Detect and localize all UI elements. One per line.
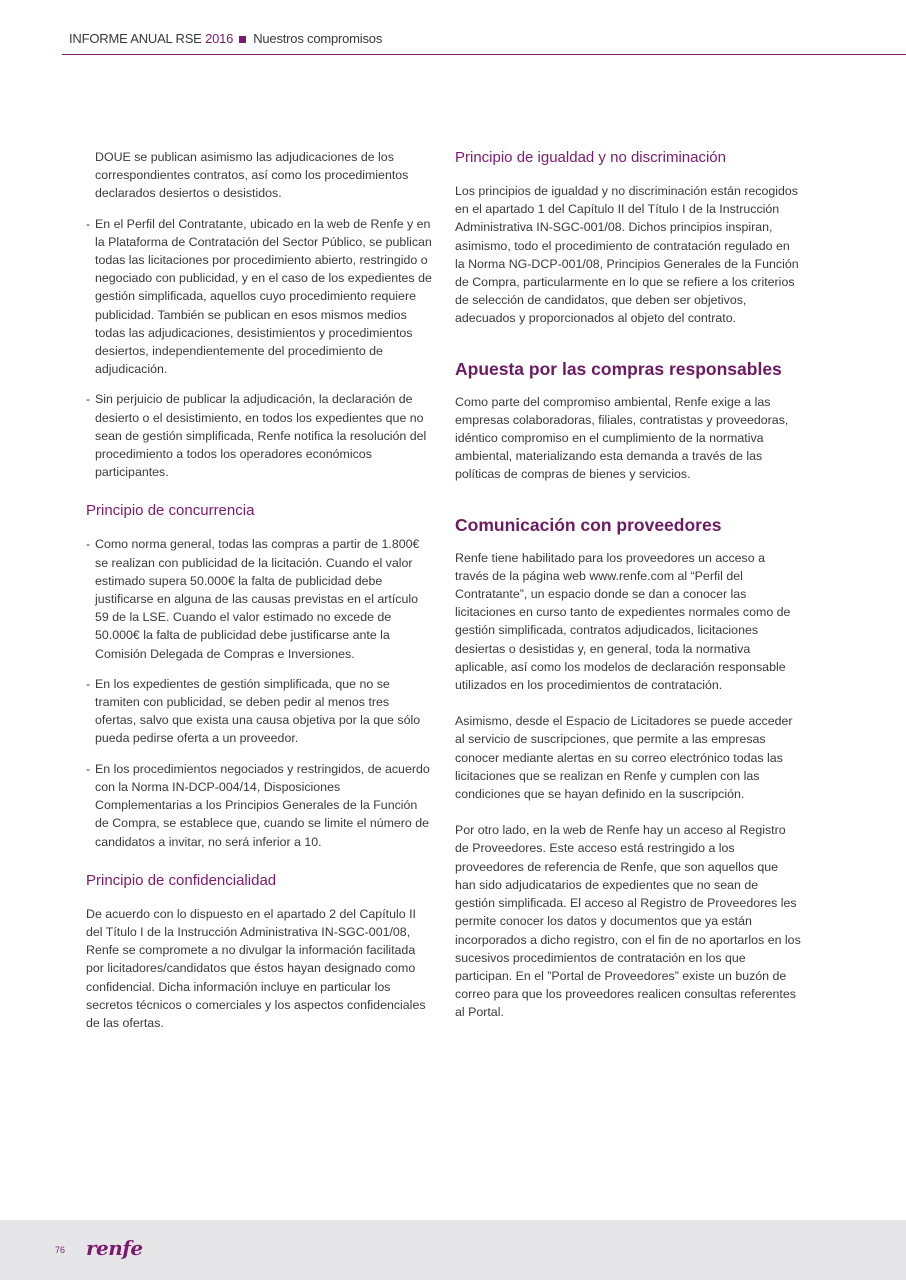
renfe-logo: renfe (86, 1236, 143, 1260)
confidencialidad-paragraph: De acuerdo con lo dispuesto en el apartado 2 del Capítulo II del Título I de la Instrucción Administrativa IN-SGC-001/08, Renfe se compromete a no divulgar la información facilitada por licitadores/candidatos que éstos hayan designado como confidencial. Dicha información incluye en particular los secretos técnicos o comerciales y los aspectos confidenciales de las ofertas. (86, 906, 426, 1030)
intro-paragraph: DOUE se publican asimismo las adjudicaciones de los correspondientes contratos, así como los procedimientos declarados desiertos o desistidos. (95, 150, 409, 201)
report-year: 2016 (205, 31, 234, 46)
report-title: INFORME ANUAL RSE (69, 31, 202, 46)
running-header (69, 31, 382, 46)
square-bullet-icon (239, 36, 246, 43)
page-footer (0, 1220, 906, 1280)
left-column (86, 148, 432, 1032)
compras-paragraph: Como parte del compromiso ambiental, Renfe exige a las empresas colaboradoras, filiales, contratistas y proveedoras, idéntico compromiso en el cumplimiento de la normativa ambiental, materializando esta demanda a través de las políticas de compras de bienes y servicios. (455, 394, 789, 482)
list-item: - En los expedientes de gestión simplificada, que no se tramiten con publicidad, se deben pedir al menos tres ofertas, salvo que exista una causa objetiva por la que sólo pueda pedirse oferta a un proveedor. (86, 675, 432, 748)
heading-comunicacion: Comunicación con proveedores (455, 514, 722, 535)
right-column (455, 148, 801, 1022)
comunicacion-paragraph-3: Por otro lado, en la web de Renfe hay un acceso al Registro de Proveedores. Este acceso está restringido a los proveedores de referencia de Renfe, que son aquellos que han sido adjudicatarios de expedientes que no sean de gestión simplificada. El acceso al Registro de Proveedores les permite conocer los datos y documentos que ya están incorporados a dicho registro, con el fin de no aportarlos en los sucesivos procedimientos de contratación en los que participan. En el ”Portal de Proveedores” existe un buzón de correo para que los proveedores realicen consultas referentes al Portal. (455, 823, 801, 1020)
list-item: - Sin perjuicio de publicar la adjudicación, la declaración de desierto o el desistimiento, en todos los expedientes que no sean de gestión simplificada, Renfe notifica la resolución del procedimiento a todos los operadores económicos participantes. (86, 390, 432, 481)
igualdad-paragraph: Los principios de igualdad y no discriminación están recogidos en el apartado 1 del Capítulo II del Título I de la Instrucción Administrativa IN-SGC-001/08. Dichos principios inspiran, asimismo, todo el procedimiento de contratación regulado en la Norma NG-DCP-001/08, Principios Generales de la Función de Compra, particularmente en lo que se refiere a los criterios de selección de candidatos, que deben ser objetivos, adecuados y proporcionados al objeto del contrato. (455, 184, 799, 326)
heading-igualdad: Principio de igualdad y no discriminación (455, 149, 726, 166)
comunicacion-paragraph-1: Renfe tiene habilitado para los proveedores un acceso a través de la página web www.renfe.com al “Perfil del Contratante”, un espacio donde se dan a conocer las licitaciones en curso tanto de expedientes normales como de gestión simplificada, contratos adjudicados, licitaciones desiertas o desistidas y, en general, toda la normativa aplicable, así como los modelos de declaración responsable utilizados en los procedimientos de contratación. (455, 550, 791, 693)
page-number: 76 (55, 1245, 66, 1255)
heading-concurrencia: Principio de concurrencia (86, 502, 255, 520)
heading-confidencialidad: Principio de confidencialidad (86, 871, 277, 889)
list-item: - En el Perfil del Contratante, ubicado en la web de Renfe y en la Plataforma de Contratación del Sector Público, se publican todas las licitaciones por procedimiento abierto, restringido o negociado con publicidad, y en el caso de los expedientes de gestión simplificada, aquellos cuyo procedimiento requiere publicidad. También se publican en esos mismos medios todas las adjudicaciones, desistimientos y procedimientos desiertos, independientemente del procedimiento de adjudicación. (86, 215, 432, 379)
header-divider (62, 54, 906, 55)
list-item: - En los procedimientos negociados y restringidos, de acuerdo con la Norma IN-DCP-004/14, Disposiciones Complementarias a los Principios Generales de la Función de Compra, se establece que, cuando se limite el número de candidatos a invitar, no será inferior a 10. (86, 760, 432, 851)
comunicacion-paragraph-2: Asimismo, desde el Espacio de Licitadores se puede acceder al servicio de suscripciones, que permite a las empresas conocer mediante alertas en su correo electrónico todas las licitaciones que se realizan en Renfe y cumplen con las condiciones que se hayan definido en la suscripción. (455, 714, 793, 802)
section-title: Nuestros compromisos (253, 31, 383, 46)
list-item: - Como norma general, todas las compras a partir de 1.800€ se realizan con publicidad de la licitación. Cuando el valor estimado supera 50.000€ la falta de publicidad debe justificarse en alguna de las causas previstas en el artículo 59 de la LSE. Cuando el valor estimado no excede de 50.000€ la falta de publicidad debe justificarse ante la Comisión Delegada de Compras e Inversiones. (86, 535, 432, 662)
heading-compras-responsables: Apuesta por las compras responsables (455, 358, 782, 379)
